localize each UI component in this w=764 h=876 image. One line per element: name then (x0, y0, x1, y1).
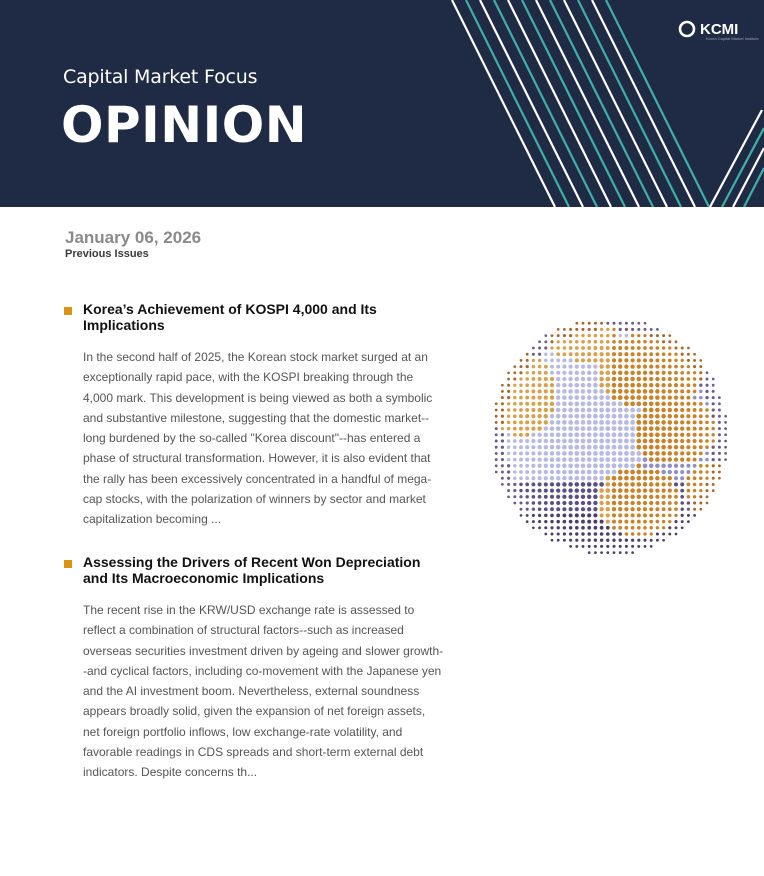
header-banner (0, 0, 764, 207)
article-summary: In the second half of 2025, the Korean stock market surged at an exceptionally rapid pace, with the KOSPI breaking through the 4,000 mark. This development is being viewed as both a symbolic and substantive milestone, suggesting that the domestic market--long burdened by the so-called "Korea discount"--has entered a phase of structural transformation. However, it is also evident that the rally has been excessively concentrated in a handful of mega-cap stocks, with the polarization of winners by sector and market capitalization becoming ... (83, 350, 433, 527)
logo-text: KCMI (700, 20, 739, 38)
previous-issues-link[interactable]: Previous Issues (65, 248, 149, 260)
article-item (64, 554, 444, 783)
bullet-square-icon (64, 560, 72, 568)
article-title-link[interactable]: Korea’s Achievement of KOSPI 4,000 and Its Implications (83, 301, 377, 333)
logo-mark-icon (678, 20, 696, 38)
article-summary: The recent rise in the KRW/USD exchange rate is assessed to reflect a combination of structural factors--such as increased overseas securities investment driven by ageing and slower growth--and cyclical factors, including co-movement with the Japanese yen and the AI investment boom. Nevertheless, external soundness appears broadly solid, given the expansion of net foreign assets, net foreign portfolio inflows, low exchange-rate volatility, and favorable readings in CDS spreads and short-term external debt indicators. Despite concerns th... (83, 603, 444, 780)
article-title-link[interactable]: Assessing the Drivers of Recent Won Depreciation and Its Macroeconomic Implications (83, 554, 421, 586)
article-item (64, 301, 444, 530)
issue-date: January 06, 2026 (65, 228, 202, 247)
dotted-globe-illustration (488, 315, 730, 557)
logo-tagline: Korea Capital Market Institute (706, 36, 759, 41)
page-title: OPINION (61, 96, 308, 154)
bullet-square-icon (64, 307, 72, 315)
header-subtitle: Capital Market Focus (63, 66, 258, 88)
